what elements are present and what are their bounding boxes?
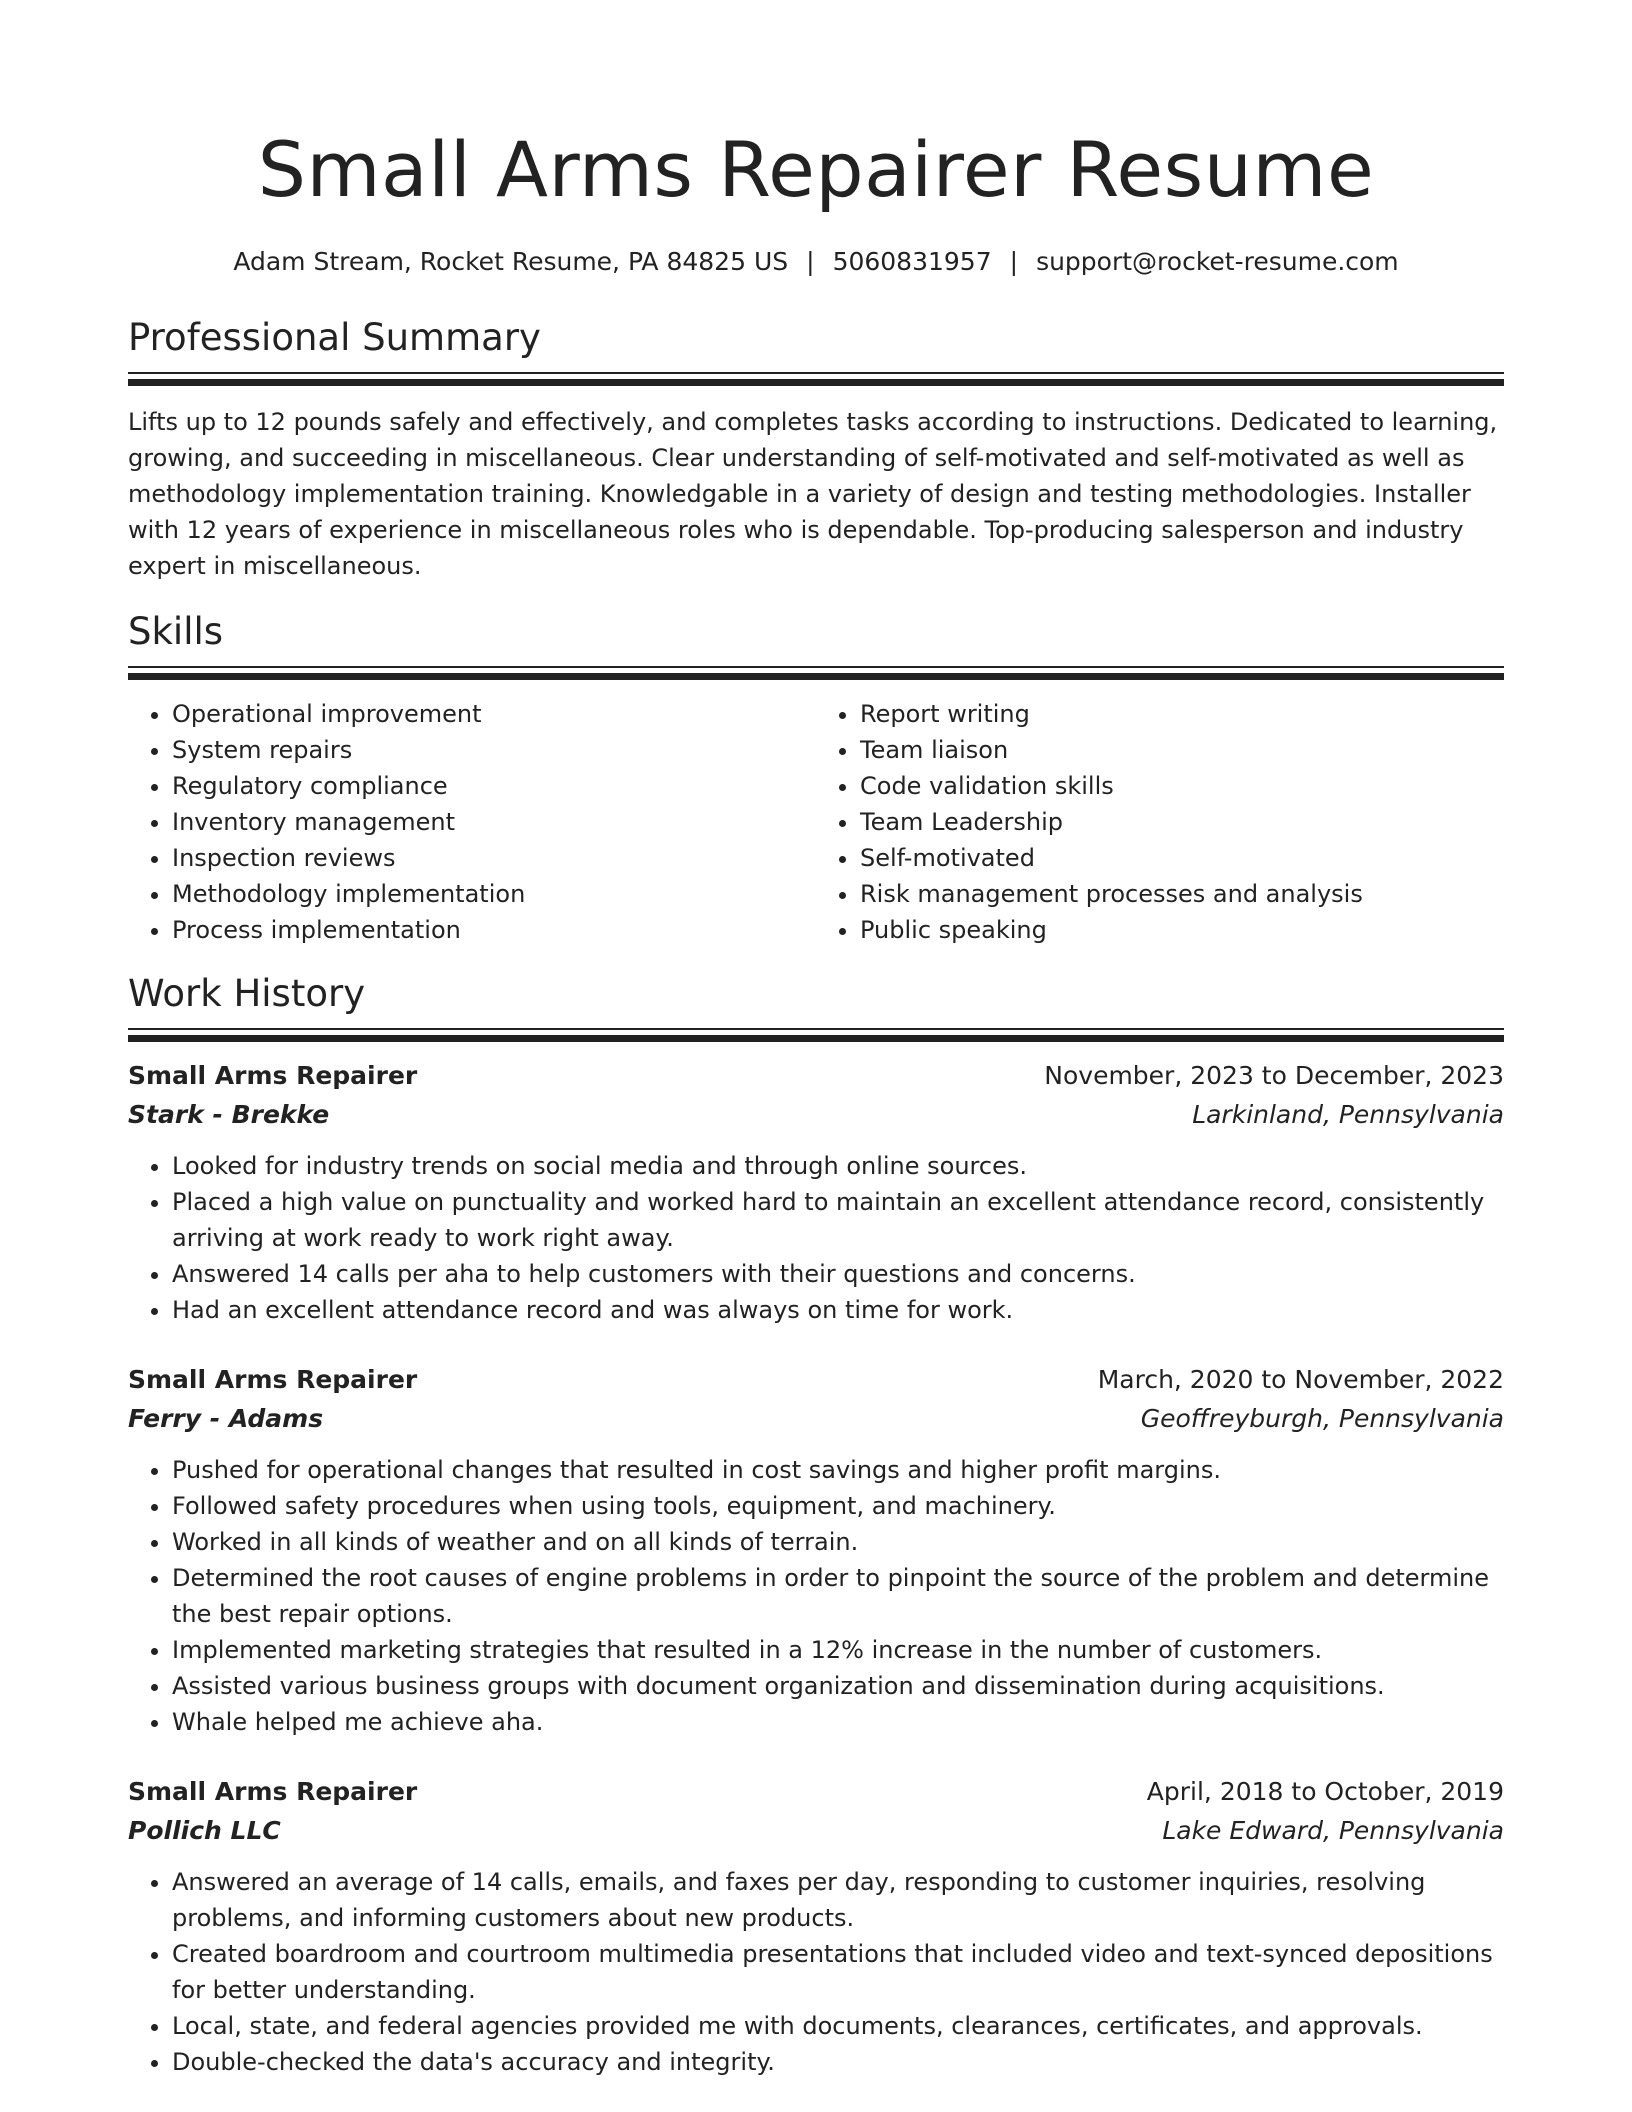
contact-email: support@rocket-resume.com bbox=[1036, 247, 1399, 276]
job-bullet: • Local, state, and federal agencies provided me with documents, clearances, certificates, and approvals. bbox=[172, 2008, 1504, 2044]
skill-item: • System repairs bbox=[172, 732, 816, 768]
skill-item: • Process implementation bbox=[172, 912, 816, 948]
skill-item: • Report writing bbox=[860, 696, 1504, 732]
job-bullet: • Pushed for operational changes that resulted in cost savings and higher profit margins. bbox=[172, 1452, 1504, 1488]
job-list bbox=[128, 1056, 1504, 2080]
job-bullet: • Double-checked the data's accuracy and integrity. bbox=[172, 2044, 1504, 2080]
skill-item: • Inspection reviews bbox=[172, 840, 816, 876]
skills-section bbox=[128, 608, 1504, 948]
section-rule-thick bbox=[128, 1035, 1504, 1042]
contact-separator: | bbox=[806, 247, 815, 276]
resume-page bbox=[128, 0, 1504, 2080]
skill-item: • Methodology implementation bbox=[172, 876, 816, 912]
job-company: Pollich LLC bbox=[128, 1816, 281, 1845]
job-bullet: • Answered 14 calls per aha to help customers with their questions and concerns. bbox=[172, 1256, 1504, 1292]
skill-item: • Risk management processes and analysis bbox=[860, 876, 1504, 912]
job-header-row bbox=[128, 1360, 1504, 1400]
job-bullet: • Had an excellent attendance record and was always on time for work. bbox=[172, 1292, 1504, 1328]
job-location: Lake Edward, Pennsylvania bbox=[1162, 1816, 1504, 1845]
work-section bbox=[128, 970, 1504, 2080]
resume-title: Small Arms Repairer Resume bbox=[257, 125, 1375, 214]
job-header-row bbox=[128, 1056, 1504, 1096]
contact-separator: | bbox=[1009, 247, 1019, 276]
job-entry bbox=[128, 1056, 1504, 1328]
skill-item: • Public speaking bbox=[860, 912, 1504, 948]
contact-line bbox=[128, 244, 1504, 280]
job-dates: April, 2018 to October, 2019 bbox=[1146, 1777, 1504, 1806]
job-subheader-row bbox=[128, 1812, 1504, 1850]
skills-columns bbox=[128, 696, 1504, 948]
job-dates: March, 2020 to November, 2022 bbox=[1097, 1365, 1504, 1394]
work-heading: Work History bbox=[128, 972, 366, 1015]
skill-item: • Team liaison bbox=[860, 732, 1504, 768]
contact-address: Adam Stream, Rocket Resume, PA 84825 US bbox=[233, 247, 789, 276]
job-bullet: • Determined the root causes of engine problems in order to pinpoint the source of the problem and determine the best repair options. bbox=[172, 1560, 1504, 1632]
summary-heading: Professional Summary bbox=[128, 316, 541, 359]
job-subheader-row bbox=[128, 1096, 1504, 1134]
job-bullet: • Looked for industry trends on social media and through online sources. bbox=[172, 1148, 1504, 1184]
skill-item: • Operational improvement bbox=[172, 696, 816, 732]
job-bullet: • Whale helped me achieve aha. bbox=[172, 1704, 1504, 1740]
job-bullet: • Worked in all kinds of weather and on all kinds of terrain. bbox=[172, 1524, 1504, 1560]
contact-phone: 5060831957 bbox=[832, 247, 992, 276]
job-bullet: • Followed safety procedures when using tools, equipment, and machinery. bbox=[172, 1488, 1504, 1524]
job-title: Small Arms Repairer bbox=[128, 1777, 418, 1806]
job-company: Stark - Brekke bbox=[128, 1100, 330, 1129]
job-bullet: • Assisted various business groups with document organization and dissemination during acquisitions. bbox=[172, 1668, 1504, 1704]
section-rule bbox=[128, 1028, 1504, 1030]
job-bullet: • Implemented marketing strategies that resulted in a 12% increase in the number of customers. bbox=[172, 1632, 1504, 1668]
skill-item: • Inventory management bbox=[172, 804, 816, 840]
job-location: Larkinland, Pennsylvania bbox=[1192, 1100, 1504, 1129]
job-location: Geoffreyburgh, Pennsylvania bbox=[1140, 1404, 1504, 1433]
job-company: Ferry - Adams bbox=[128, 1404, 324, 1433]
skill-item: • Team Leadership bbox=[860, 804, 1504, 840]
summary-section bbox=[128, 314, 1504, 584]
skill-item: • Self-motivated bbox=[860, 840, 1504, 876]
job-header-row bbox=[128, 1772, 1504, 1812]
section-rule bbox=[128, 666, 1504, 668]
job-subheader-row bbox=[128, 1400, 1504, 1438]
job-bullet: • Placed a high value on punctuality and worked hard to maintain an excellent attendance record, consistently arriving at work ready to work right away. bbox=[172, 1184, 1504, 1256]
skills-list-left bbox=[128, 696, 816, 948]
summary-text: Lifts up to 12 pounds safely and effectively, and completes tasks according to instructions. Dedicated to learning, growing, and succeeding in miscellaneous. Clear understanding of self-motivated and self-motivated as well as methodology implementation training. Knowledgable in a variety of design and testing methodologies. Installer with 12 years of experience in miscellaneous roles who is dependable. Top-producing salesperson and industry expert in miscellaneous. bbox=[128, 408, 1498, 580]
job-entry bbox=[128, 1360, 1504, 1740]
skills-heading: Skills bbox=[128, 610, 224, 653]
section-rule-thick bbox=[128, 673, 1504, 680]
job-bullets bbox=[128, 1452, 1504, 1740]
skill-item: • Code validation skills bbox=[860, 768, 1504, 804]
job-bullet: • Created boardroom and courtroom multimedia presentations that included video and text-synced depositions for better understanding. bbox=[172, 1936, 1504, 2008]
skill-item: • Regulatory compliance bbox=[172, 768, 816, 804]
job-title: Small Arms Repairer bbox=[128, 1061, 418, 1090]
job-bullets bbox=[128, 1864, 1504, 2080]
section-rule bbox=[128, 372, 1504, 374]
skills-list-right bbox=[816, 696, 1504, 948]
job-dates: November, 2023 to December, 2023 bbox=[1044, 1061, 1504, 1090]
job-bullet: • Answered an average of 14 calls, emails, and faxes per day, responding to customer inquiries, resolving problems, and informing customers about new products. bbox=[172, 1864, 1504, 1936]
job-title: Small Arms Repairer bbox=[128, 1365, 418, 1394]
section-rule-thick bbox=[128, 379, 1504, 386]
job-entry bbox=[128, 1772, 1504, 2080]
job-bullets bbox=[128, 1148, 1504, 1328]
